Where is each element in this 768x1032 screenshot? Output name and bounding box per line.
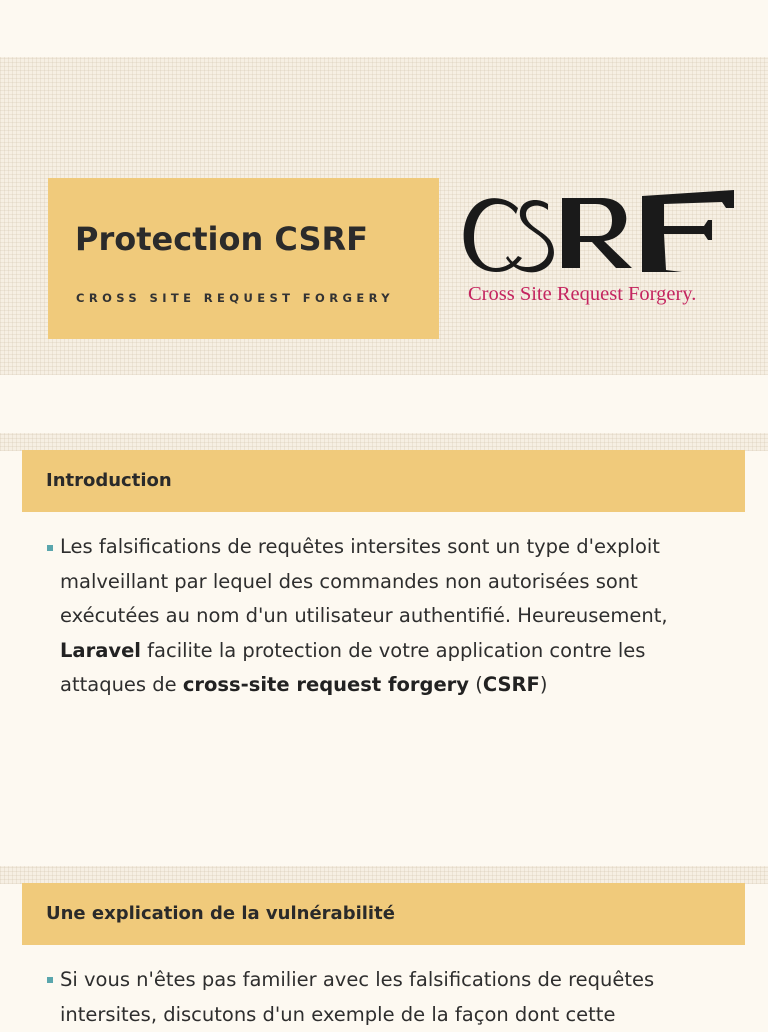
paragraph-text: facilite la protection de votre application contre les attaques de <box>60 638 646 696</box>
section-header-vulnerability <box>22 883 745 945</box>
bullet-marker <box>47 977 53 983</box>
bullet-paragraph <box>60 963 730 1032</box>
section-header-introduction <box>22 450 745 512</box>
slide-subtitle: CROSS SITE REQUEST FORGERY <box>76 291 394 305</box>
logo-tagline: Cross Site Request Forgery. <box>468 283 697 305</box>
section-title: Une explication de la vulnérabilité <box>46 903 395 924</box>
paragraph-text: Si vous n'êtes pas familier avec les falsifications de requêtes intersites, discutons d'un exemple de la façon dont cette <box>60 968 655 1026</box>
title-box <box>48 178 439 339</box>
slide-title: Protection CSRF <box>75 220 368 258</box>
paragraph-bold-laravel: Laravel <box>60 638 141 662</box>
section-title: Introduction <box>46 470 172 491</box>
bullet-marker <box>47 545 53 551</box>
csrf-logo-graphic <box>456 186 746 316</box>
paragraph-text: ) <box>539 673 548 696</box>
paragraph-bold-csrf-term: cross-site request forgery <box>182 673 469 696</box>
paragraph-bold-csrf: CSRF <box>482 673 540 696</box>
paragraph-text: Les falsifications de requêtes intersites sont un type d'exploit malveillant par lequel des commandes non autorisées sont exécutées au nom d'un utilisateur authentifié. Heureusement, <box>60 535 668 627</box>
slide-3-background <box>0 866 768 884</box>
bullet-paragraph <box>60 530 730 703</box>
paragraph-text: ( <box>469 673 483 696</box>
slide-2-background <box>0 433 768 451</box>
csrf-logo <box>456 186 746 316</box>
